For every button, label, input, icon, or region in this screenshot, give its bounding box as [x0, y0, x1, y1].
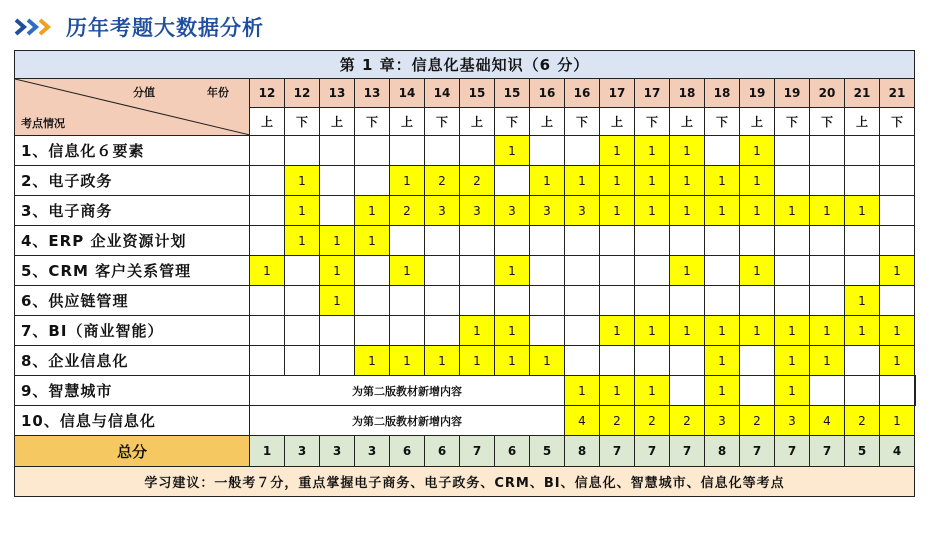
score-cell	[320, 196, 355, 226]
exam-analysis-table	[14, 50, 916, 497]
score-cell	[250, 196, 285, 226]
score-cell: 1	[495, 316, 530, 346]
score-cell: 1	[775, 346, 810, 376]
score-cell	[775, 286, 810, 316]
score-cell	[775, 256, 810, 286]
score-cell: 1	[775, 376, 810, 406]
score-cell	[810, 286, 845, 316]
score-cell: 1	[390, 346, 425, 376]
score-cell	[460, 226, 495, 256]
score-cell: 1	[635, 196, 670, 226]
score-cell	[530, 136, 565, 166]
score-cell: 1	[810, 316, 845, 346]
score-cell	[460, 136, 495, 166]
score-cell: 1	[705, 346, 740, 376]
year-cell: 19	[775, 79, 810, 108]
chapter-header: 第 1 章：信息化基础知识（6 分）	[15, 51, 915, 79]
year-label: 年份	[207, 86, 229, 99]
score-cell	[530, 226, 565, 256]
score-cell	[810, 226, 845, 256]
score-cell	[320, 136, 355, 166]
score-cell: 2	[460, 166, 495, 196]
total-cell: 1	[250, 436, 285, 467]
year-cell: 15	[460, 79, 495, 108]
score-cell	[390, 286, 425, 316]
table-row	[15, 406, 916, 436]
score-cell	[600, 286, 635, 316]
half-cell: 下	[810, 107, 845, 136]
score-cell: 1	[565, 376, 600, 406]
score-cell: 2	[390, 196, 425, 226]
score-cell: 1	[670, 196, 705, 226]
score-cell	[670, 286, 705, 316]
score-cell: 1	[460, 316, 495, 346]
topic-label: 6、供应链管理	[15, 286, 250, 316]
score-cell: 1	[635, 376, 670, 406]
half-cell: 下	[355, 107, 390, 136]
score-cell	[320, 346, 355, 376]
score-cell	[565, 316, 600, 346]
score-cell: 2	[600, 406, 635, 436]
score-cell	[530, 316, 565, 346]
half-cell: 上	[670, 107, 705, 136]
score-cell	[670, 346, 705, 376]
total-cell: 3	[320, 436, 355, 467]
score-cell: 1	[705, 196, 740, 226]
score-cell	[355, 316, 390, 346]
score-cell: 1	[705, 166, 740, 196]
score-cell: 3	[775, 406, 810, 436]
year-cell: 18	[705, 79, 740, 108]
score-cell	[635, 256, 670, 286]
score-cell	[635, 226, 670, 256]
total-cell: 4	[880, 436, 915, 467]
score-cell	[355, 136, 390, 166]
half-cell: 上	[740, 107, 775, 136]
half-cell: 上	[460, 107, 495, 136]
total-cell: 3	[355, 436, 390, 467]
score-cell	[705, 256, 740, 286]
score-cell: 1	[845, 286, 880, 316]
score-cell	[705, 286, 740, 316]
score-cell: 1	[740, 166, 775, 196]
score-cell: 1	[845, 196, 880, 226]
score-cell: 3	[425, 196, 460, 226]
total-label: 总分	[15, 436, 250, 467]
score-cell	[565, 256, 600, 286]
score-cell: 3	[530, 196, 565, 226]
total-cell: 7	[740, 436, 775, 467]
topic-label: 考点情况	[21, 117, 65, 130]
half-cell: 上	[250, 107, 285, 136]
score-cell	[880, 136, 915, 166]
half-cell: 上	[600, 107, 635, 136]
table-row	[15, 256, 916, 286]
topic-label: 8、企业信息化	[15, 346, 250, 376]
year-cell: 16	[565, 79, 600, 108]
topic-label: 5、CRM 客户关系管理	[15, 256, 250, 286]
score-cell	[880, 376, 915, 406]
score-cell	[880, 226, 915, 256]
half-cell: 下	[775, 107, 810, 136]
score-cell: 2	[845, 406, 880, 436]
score-cell	[460, 286, 495, 316]
score-cell	[880, 286, 915, 316]
score-cell: 1	[740, 256, 775, 286]
score-cell: 1	[355, 226, 390, 256]
total-cell: 5	[845, 436, 880, 467]
topic-label: 4、ERP 企业资源计划	[15, 226, 250, 256]
score-cell	[285, 346, 320, 376]
half-cell: 上	[845, 107, 880, 136]
score-cell	[600, 256, 635, 286]
half-cell: 下	[705, 107, 740, 136]
score-cell	[390, 136, 425, 166]
score-cell: 1	[355, 346, 390, 376]
score-cell: 1	[880, 406, 915, 436]
total-cell: 6	[495, 436, 530, 467]
score-cell	[320, 166, 355, 196]
year-cell: 12	[285, 79, 320, 108]
score-cell: 1	[600, 136, 635, 166]
total-cell: 8	[705, 436, 740, 467]
topic-label: 9、智慧城市	[15, 376, 250, 406]
score-cell: 1	[635, 166, 670, 196]
score-cell: 4	[810, 406, 845, 436]
study-advice: 学习建议：一般考７分，重点掌握电子商务、电子政务、CRM、BI、信息化、智慧城市、信息化等考点	[15, 467, 915, 497]
year-cell: 16	[530, 79, 565, 108]
score-cell	[810, 376, 845, 406]
score-cell: 1	[565, 166, 600, 196]
half-cell: 上	[390, 107, 425, 136]
score-cell: 3	[460, 196, 495, 226]
year-cell: 21	[845, 79, 880, 108]
table-row	[15, 226, 916, 256]
year-cell: 21	[880, 79, 915, 108]
score-cell: 1	[880, 346, 915, 376]
score-cell	[425, 286, 460, 316]
score-cell	[495, 286, 530, 316]
year-cell: 12	[250, 79, 285, 108]
year-cell: 15	[495, 79, 530, 108]
score-cell	[495, 226, 530, 256]
score-cell: 1	[740, 196, 775, 226]
score-cell: 1	[530, 166, 565, 196]
score-cell: 3	[495, 196, 530, 226]
score-cell: 1	[740, 136, 775, 166]
score-cell	[740, 376, 775, 406]
score-cell	[250, 346, 285, 376]
score-cell: 3	[705, 406, 740, 436]
table-row	[15, 346, 916, 376]
score-cell: 1	[810, 196, 845, 226]
score-cell	[740, 226, 775, 256]
table-row	[15, 136, 916, 166]
score-cell	[425, 136, 460, 166]
score-cell	[250, 166, 285, 196]
score-cell: 1	[670, 256, 705, 286]
year-cell: 19	[740, 79, 775, 108]
score-cell: 1	[320, 226, 355, 256]
score-cell: 1	[355, 196, 390, 226]
score-cell: 2	[740, 406, 775, 436]
score-cell: 1	[810, 346, 845, 376]
score-cell	[775, 166, 810, 196]
total-cell: 7	[775, 436, 810, 467]
score-cell: 1	[250, 256, 285, 286]
new-content-note: 为第二版教材新增内容	[250, 406, 565, 436]
score-cell	[565, 346, 600, 376]
half-cell: 下	[425, 107, 460, 136]
score-cell	[740, 346, 775, 376]
score-cell: 1	[775, 196, 810, 226]
score-cell: 1	[460, 346, 495, 376]
total-cell: 7	[670, 436, 705, 467]
score-cell: 4	[565, 406, 600, 436]
score-cell	[495, 166, 530, 196]
score-cell	[845, 346, 880, 376]
page-title: 历年考题大数据分析	[66, 16, 264, 40]
score-cell: 1	[600, 166, 635, 196]
score-cell: 1	[425, 346, 460, 376]
total-cell: 7	[600, 436, 635, 467]
score-cell	[285, 256, 320, 286]
topic-label: 1、信息化６要素	[15, 136, 250, 166]
year-cell: 17	[600, 79, 635, 108]
score-cell	[600, 346, 635, 376]
topic-label: 7、BI（商业智能）	[15, 316, 250, 346]
score-cell: 1	[285, 226, 320, 256]
score-cell	[670, 376, 705, 406]
score-cell	[285, 286, 320, 316]
table-row	[15, 316, 916, 346]
score-cell	[845, 256, 880, 286]
score-cell: 1	[635, 136, 670, 166]
total-cell: 7	[460, 436, 495, 467]
score-cell	[250, 286, 285, 316]
score-cell: 1	[320, 286, 355, 316]
year-cell: 17	[635, 79, 670, 108]
year-cell: 13	[320, 79, 355, 108]
table-row	[15, 376, 916, 406]
score-cell	[530, 256, 565, 286]
score-cell: 1	[495, 256, 530, 286]
half-cell: 下	[565, 107, 600, 136]
score-cell: 1	[600, 316, 635, 346]
score-cell: 1	[600, 196, 635, 226]
title-bar	[14, 10, 264, 44]
score-cell: 1	[390, 256, 425, 286]
total-cell: 7	[810, 436, 845, 467]
table-row	[15, 286, 916, 316]
score-cell: 1	[880, 256, 915, 286]
score-cell	[460, 256, 495, 286]
score-cell	[355, 256, 390, 286]
header-diagonal-cell	[15, 79, 250, 136]
chevron-arrows-icon	[14, 17, 56, 37]
new-content-note: 为第二版教材新增内容	[250, 376, 565, 406]
half-cell: 下	[635, 107, 670, 136]
year-cell: 13	[355, 79, 390, 108]
topic-label: 10、信息与信息化	[15, 406, 250, 436]
score-cell: 1	[880, 316, 915, 346]
score-cell	[880, 166, 915, 196]
total-cell: 6	[425, 436, 460, 467]
score-cell	[635, 346, 670, 376]
score-cell	[810, 256, 845, 286]
score-cell: 3	[565, 196, 600, 226]
score-cell: 2	[425, 166, 460, 196]
score-cell	[565, 226, 600, 256]
score-cell	[845, 226, 880, 256]
score-cell	[915, 376, 916, 406]
score-cell: 1	[705, 376, 740, 406]
score-cell: 1	[495, 136, 530, 166]
score-cell: 1	[530, 346, 565, 376]
score-cell	[320, 316, 355, 346]
score-cell	[705, 226, 740, 256]
score-label: 分值	[133, 86, 155, 99]
half-cell: 上	[530, 107, 565, 136]
score-cell: 1	[740, 316, 775, 346]
table-row	[15, 196, 916, 226]
score-cell	[740, 286, 775, 316]
score-cell	[250, 136, 285, 166]
half-cell: 下	[285, 107, 320, 136]
score-cell	[845, 136, 880, 166]
score-cell	[670, 226, 705, 256]
score-cell: 1	[705, 316, 740, 346]
score-cell	[285, 316, 320, 346]
score-cell	[775, 226, 810, 256]
score-cell	[880, 196, 915, 226]
score-cell	[425, 256, 460, 286]
score-cell	[775, 136, 810, 166]
score-cell	[285, 136, 320, 166]
score-cell	[355, 166, 390, 196]
score-cell	[390, 226, 425, 256]
score-cell	[810, 136, 845, 166]
score-cell: 2	[635, 406, 670, 436]
score-cell: 1	[635, 316, 670, 346]
score-cell	[845, 376, 880, 406]
score-cell	[390, 316, 425, 346]
table-row	[15, 166, 916, 196]
year-cell: 18	[670, 79, 705, 108]
half-cell: 上	[320, 107, 355, 136]
score-cell	[705, 136, 740, 166]
score-cell: 1	[495, 346, 530, 376]
score-cell	[565, 136, 600, 166]
score-cell: 2	[670, 406, 705, 436]
score-cell: 1	[600, 376, 635, 406]
score-cell: 1	[320, 256, 355, 286]
score-cell	[250, 316, 285, 346]
topic-label: 3、电子商务	[15, 196, 250, 226]
score-cell	[845, 166, 880, 196]
year-cell: 14	[390, 79, 425, 108]
score-cell	[810, 166, 845, 196]
year-cell: 20	[810, 79, 845, 108]
total-cell: 3	[285, 436, 320, 467]
score-cell	[355, 286, 390, 316]
total-cell: 7	[635, 436, 670, 467]
topic-label: 2、电子政务	[15, 166, 250, 196]
half-cell: 下	[880, 107, 915, 136]
score-cell: 1	[670, 166, 705, 196]
total-cell: 8	[565, 436, 600, 467]
score-cell: 1	[390, 166, 425, 196]
total-cell: 6	[390, 436, 425, 467]
score-cell	[600, 226, 635, 256]
score-cell: 1	[670, 136, 705, 166]
score-cell: 1	[775, 316, 810, 346]
score-cell: 1	[845, 316, 880, 346]
total-cell: 5	[530, 436, 565, 467]
score-cell: 1	[285, 166, 320, 196]
half-cell: 下	[495, 107, 530, 136]
year-cell: 14	[425, 79, 460, 108]
score-cell	[565, 286, 600, 316]
score-cell: 1	[285, 196, 320, 226]
score-cell	[635, 286, 670, 316]
score-cell	[425, 226, 460, 256]
score-cell: 1	[670, 316, 705, 346]
score-cell	[530, 286, 565, 316]
score-cell	[250, 226, 285, 256]
score-cell	[425, 316, 460, 346]
